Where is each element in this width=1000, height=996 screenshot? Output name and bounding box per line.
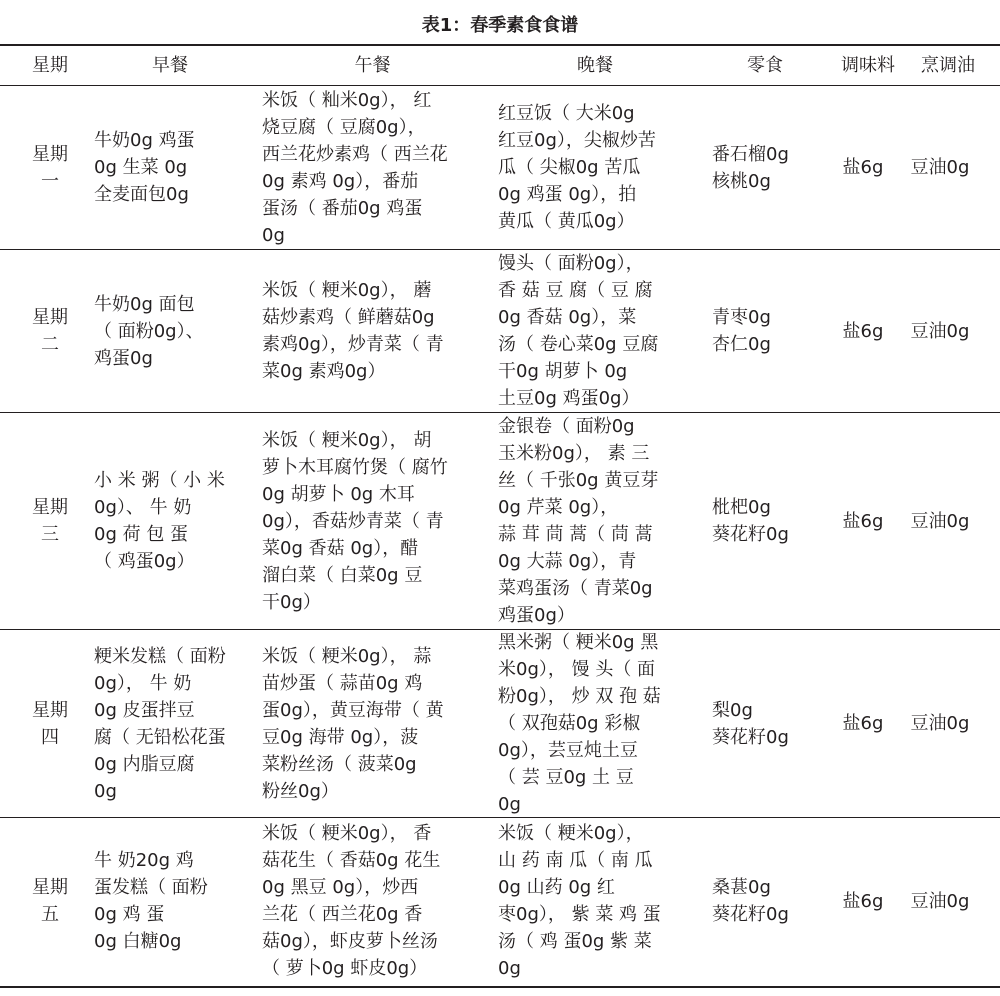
seasoning-text: 盐6g	[842, 157, 884, 178]
snack-cell	[712, 413, 822, 629]
lunch-cell	[262, 250, 482, 412]
breakfast-text: 牛 奶20g 鸡 蛋发糕（ 面粉 0g 鸡 蛋 0g 白糖0g	[94, 850, 208, 952]
snack-text: 青枣0g 杏仁0g	[712, 307, 771, 355]
oil-cell	[905, 250, 975, 412]
lunch-text: 米饭（ 粳米0g）， 胡 萝卜木耳腐竹煲（ 腐竹 0g 胡萝卜 0g 木耳 0g），香菇炒青菜（ 青 菜0g 香菇 0g），醋 溜白菜（ 白菜0g 豆 干0g）	[262, 429, 448, 613]
oil-cell	[905, 818, 975, 984]
lunch-cell	[262, 86, 482, 249]
dinner-text: 黑米粥（ 粳米0g 黑 米0g）， 馒 头（ 面 粉0g）， 炒 双 孢 菇 （ 双孢菇0g 彩椒 0g），芸豆炖土豆 （ 芸 豆0g 土 豆 0g	[498, 632, 661, 815]
snack-cell	[712, 86, 822, 249]
lunch-text: 米饭（ 籼米0g）， 红 烧豆腐（ 豆腐0g）， 西兰花炒素鸡（ 西兰花 0g 素鸡 0g），番茄 蛋汤（ 番茄0g 鸡蛋 0g	[262, 89, 448, 246]
day-cell	[20, 86, 80, 249]
breakfast-cell	[94, 413, 244, 629]
day-cell	[20, 818, 80, 984]
snack-text: 番石榴0g 核桃0g	[712, 143, 789, 192]
oil-text: 豆油0g	[910, 510, 970, 532]
oil-text: 豆油0g	[910, 157, 970, 178]
table-row	[0, 86, 1000, 249]
snack-text: 桑葚0g 葵花籽0g	[712, 877, 789, 925]
dinner-cell	[498, 250, 698, 412]
day-cell	[20, 250, 80, 412]
seasoning-cell	[828, 630, 898, 817]
table-row	[0, 818, 1000, 984]
oil-cell	[905, 86, 975, 249]
dinner-cell	[498, 818, 698, 984]
dinner-cell	[498, 413, 698, 629]
snack-cell	[712, 818, 822, 984]
header-lunch: 午餐	[354, 55, 391, 76]
snack-text: 梨0g 葵花籽0g	[712, 699, 789, 748]
day-label: 星期 二	[32, 307, 68, 355]
header-oil: 烹调油	[921, 55, 975, 76]
lunch-text: 米饭（ 粳米0g）， 香 菇花生（ 香菇0g 花生 0g 黑豆 0g），炒西 兰花（ 西兰花0g 香 菇0g），虾皮萝卜丝汤 （ 萝卜0g 虾皮0g）	[262, 823, 441, 979]
lunch-cell	[262, 630, 482, 817]
breakfast-text: 牛奶0g 鸡蛋 0g 生菜 0g 全麦面包0g	[94, 130, 195, 205]
breakfast-text: 粳米发糕（ 面粉 0g）， 牛 奶 0g 皮蛋拌豆 腐（ 无铅松花蛋 0g 内脂豆腐 0g	[94, 645, 226, 802]
day-label: 星期 四	[32, 699, 68, 748]
breakfast-cell	[94, 630, 244, 817]
seasoning-cell	[828, 818, 898, 984]
snack-text: 枇杷0g 葵花籽0g	[712, 497, 789, 545]
header-snack: 零食	[747, 55, 783, 76]
dinner-cell	[498, 86, 698, 249]
seasoning-text: 盐6g	[842, 320, 884, 342]
lunch-cell	[262, 818, 482, 984]
snack-cell	[712, 630, 822, 817]
seasoning-text: 盐6g	[842, 890, 884, 912]
header-seasoning: 调味料	[841, 55, 895, 76]
dinner-text: 馒头（ 面粉0g）， 香 菇 豆 腐（ 豆 腐 0g 香菇 0g），菜 汤（ 卷心菜0g 豆腐 干0g 胡萝卜 0g 土豆0g 鸡蛋0g）	[498, 253, 659, 409]
header-breakfast: 早餐	[152, 55, 188, 76]
breakfast-text: 牛奶0g 面包 （ 面粉0g）、 鸡蛋0g	[94, 293, 204, 369]
table-row	[0, 250, 1000, 412]
lunch-cell	[262, 413, 482, 629]
breakfast-cell	[94, 818, 244, 984]
header-dinner: 晚餐	[577, 55, 613, 76]
oil-text: 豆油0g	[910, 890, 970, 912]
dinner-cell	[498, 630, 698, 817]
day-label: 星期 一	[32, 143, 68, 192]
seasoning-cell	[828, 86, 898, 249]
lunch-text: 米饭（ 粳米0g）， 蘑 菇炒素鸡（ 鲜蘑菇0g 素鸡0g），炒青菜（ 青 菜0g 素鸡0g）	[262, 280, 444, 382]
breakfast-text: 小 米 粥（ 小 米 0g）、 牛 奶 0g 荷 包 蛋 （ 鸡蛋0g）	[94, 470, 225, 572]
oil-text: 豆油0g	[910, 713, 970, 734]
snack-cell	[712, 250, 822, 412]
seasoning-text: 盐6g	[842, 510, 884, 532]
seasoning-cell	[828, 250, 898, 412]
table-row	[0, 630, 1000, 817]
lunch-text: 米饭（ 粳米0g）， 蒜 苗炒蛋（ 蒜苗0g 鸡 蛋0g），黄豆海带（ 黄 豆0g 海带 0g），菠 菜粉丝汤（ 菠菜0g 粉丝0g）	[262, 645, 444, 802]
header-day: 星期	[32, 55, 68, 76]
day-cell	[20, 413, 80, 629]
seasoning-text: 盐6g	[842, 713, 884, 734]
table-title: 表1：春季素食食谱	[421, 15, 579, 36]
oil-cell	[905, 630, 975, 817]
table-row	[0, 413, 1000, 629]
oil-cell	[905, 413, 975, 629]
breakfast-cell	[94, 250, 244, 412]
dinner-text: 红豆饭（ 大米0g 红豆0g），尖椒炒苦 瓜（ 尖椒0g 苦瓜 0g 鸡蛋 0g），拍 黄瓜（ 黄瓜0g）	[498, 103, 656, 232]
day-label: 星期 五	[32, 877, 68, 925]
dinner-text: 米饭（ 粳米0g）， 山 药 南 瓜（ 南 瓜 0g 山药 0g 红 枣0g）， 紫 菜 鸡 蛋 汤（ 鸡 蛋0g 紫 菜 0g	[498, 823, 661, 979]
oil-text: 豆油0g	[910, 320, 970, 342]
day-cell	[20, 630, 80, 817]
day-label: 星期 三	[32, 497, 68, 545]
breakfast-cell	[94, 86, 244, 249]
seasoning-cell	[828, 413, 898, 629]
bottom-rule	[0, 986, 1000, 988]
dinner-text: 金银卷（ 面粉0g 玉米粉0g）， 素 三 丝（ 千张0g 黄豆芽 0g 芹菜 0g）， 蒜 茸 茼 蒿（ 茼 蒿 0g 大蒜 0g），青 菜鸡蛋汤（ 青菜0g 鸡蛋0g）	[498, 416, 659, 626]
